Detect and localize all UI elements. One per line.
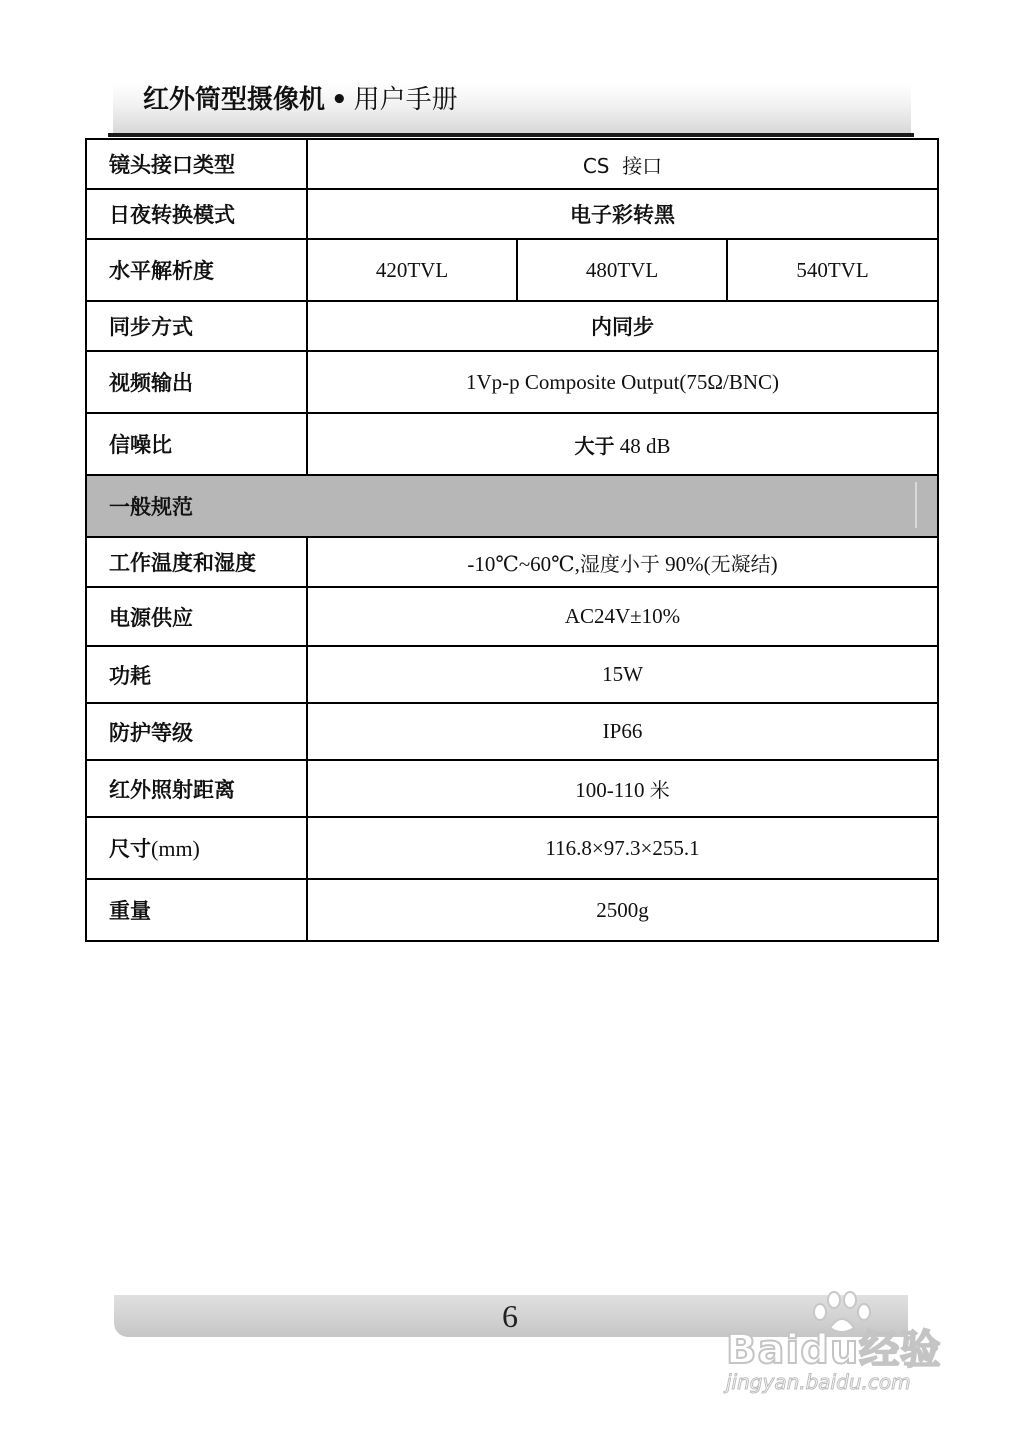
resolution-420: 420TVL bbox=[307, 239, 517, 301]
temp-range: -10℃~60℃, bbox=[467, 551, 580, 576]
spec-label: 红外照射距离 bbox=[86, 760, 307, 817]
spec-value bbox=[307, 760, 938, 817]
resolution-480: 480TVL bbox=[517, 239, 727, 301]
page-number: 6 bbox=[502, 1298, 518, 1334]
table-row-operating-temp bbox=[86, 537, 938, 587]
spec-label: 防护等级 bbox=[86, 703, 307, 760]
table-row-weight bbox=[86, 879, 938, 941]
spec-label: 水平解析度 bbox=[86, 239, 307, 301]
spec-table bbox=[85, 138, 939, 942]
table-row-power-supply bbox=[86, 587, 938, 646]
page-title bbox=[143, 82, 458, 118]
spec-value: 15W bbox=[307, 646, 938, 703]
spec-value: IP66 bbox=[307, 703, 938, 760]
table-row-power-consumption bbox=[86, 646, 938, 703]
spec-label: 功耗 bbox=[86, 646, 307, 703]
spec-value: 2500g bbox=[307, 879, 938, 941]
snr-rest: 48 dB bbox=[614, 433, 671, 458]
spec-value bbox=[307, 139, 938, 189]
spec-value: 电子彩转黑 bbox=[307, 189, 938, 239]
title-separator: • bbox=[331, 85, 348, 115]
spec-label: 信噪比 bbox=[86, 413, 307, 475]
spec-label: 视频输出 bbox=[86, 351, 307, 413]
resolution-540: 540TVL bbox=[727, 239, 938, 301]
table-row-day-night bbox=[86, 189, 938, 239]
ir-distance-value: 100-110 bbox=[575, 778, 650, 802]
humidity-value: 90%( bbox=[659, 551, 711, 576]
spec-label: 工作温度和湿度 bbox=[86, 537, 307, 587]
close-paren: ) bbox=[770, 551, 778, 576]
table-row-sync bbox=[86, 301, 938, 351]
table-row-snr bbox=[86, 413, 938, 475]
spec-label: 电源供应 bbox=[86, 587, 307, 646]
ir-distance-unit: 米 bbox=[649, 778, 670, 802]
table-row-resolution bbox=[86, 239, 938, 301]
section-title: 一般规范 bbox=[109, 495, 193, 519]
title-main: 红外筒型摄像机 bbox=[143, 85, 326, 115]
spec-label: 重量 bbox=[86, 879, 307, 941]
spec-value bbox=[307, 413, 938, 475]
header-rule bbox=[108, 133, 914, 137]
spec-value: 1Vp-p Composite Output(75Ω/BNC) bbox=[307, 351, 938, 413]
dimensions-label: 尺寸 bbox=[109, 837, 151, 861]
watermark-brand: Baidu经验 bbox=[726, 1327, 942, 1373]
spec-label bbox=[86, 817, 307, 879]
title-sub: 用户手册 bbox=[353, 85, 458, 115]
section-row-general bbox=[86, 475, 938, 537]
watermark bbox=[726, 1288, 966, 1408]
section-divider bbox=[915, 482, 917, 528]
spec-value bbox=[307, 537, 938, 587]
spec-label: 日夜转换模式 bbox=[86, 189, 307, 239]
snr-prefix: 大于 bbox=[574, 433, 615, 458]
table-row-dimensions bbox=[86, 817, 938, 879]
dimensions-unit: (mm) bbox=[151, 836, 200, 861]
watermark-site: jingyan.baidu.com bbox=[726, 1370, 911, 1394]
spec-label: 同步方式 bbox=[86, 301, 307, 351]
humidity-text: 湿度小于 bbox=[579, 551, 660, 576]
spec-label: 镜头接口类型 bbox=[86, 139, 307, 189]
table-row-protection bbox=[86, 703, 938, 760]
lens-mount-value: CS 接口 bbox=[582, 153, 663, 178]
section-cell bbox=[86, 475, 938, 537]
spec-value: 116.8×97.3×255.1 bbox=[307, 817, 938, 879]
table-row-ir-distance bbox=[86, 760, 938, 817]
table-row-video-output bbox=[86, 351, 938, 413]
table-row-lens-mount bbox=[86, 139, 938, 189]
condensing-text: 无凝结 bbox=[710, 551, 771, 576]
spec-value: 内同步 bbox=[307, 301, 938, 351]
spec-value: AC24V±10% bbox=[307, 587, 938, 646]
